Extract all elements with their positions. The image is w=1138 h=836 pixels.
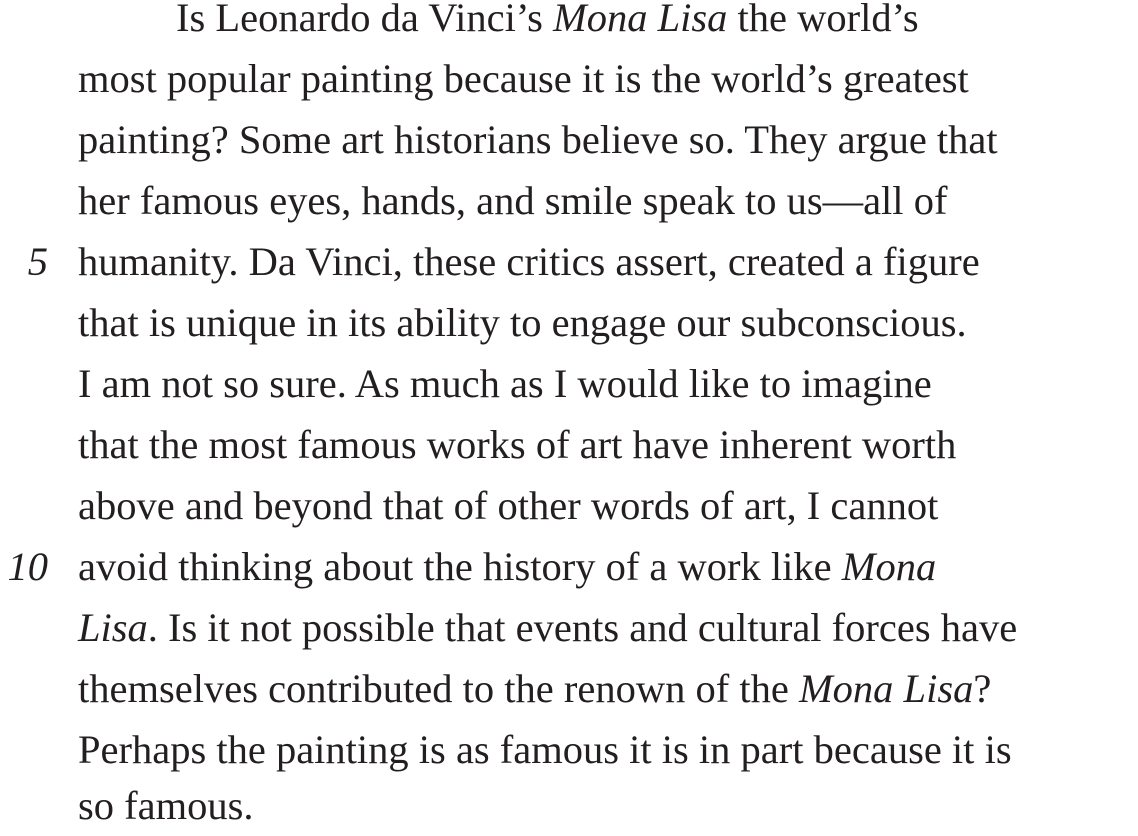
- line-11-text: . Is it not possible that events and cultural forces have: [147, 605, 1018, 650]
- line-number-5: 5: [27, 239, 48, 284]
- line-12-text-a: themselves contributed to the renown of the: [78, 666, 799, 711]
- line-10-text: avoid thinking about the history of a work like: [78, 544, 842, 589]
- passage-line-1: [176, 0, 919, 48]
- passage-line-5: humanity. Da Vinci, these critics assert, created a figure: [78, 239, 980, 284]
- line-12-text-b: ?: [973, 666, 992, 711]
- passage-line-3: painting? Some art historians believe so. They argue that: [78, 117, 998, 162]
- passage-line-12: [78, 659, 991, 719]
- line-10-title-mona: Mona: [841, 544, 937, 589]
- line-12-title-mona-lisa: Mona Lisa: [798, 666, 974, 711]
- line-1-text-a: Is Leonardo da Vinci’s: [176, 0, 553, 40]
- line-11-title-lisa: Lisa: [78, 605, 148, 650]
- line-1-title-mona-lisa: Mona Lisa: [552, 0, 728, 40]
- line-1-text-b: the world’s: [727, 0, 919, 40]
- passage-line-6: that is unique in its ability to engage our subconscious.: [78, 300, 967, 345]
- passage-line-14: so famous.: [78, 783, 254, 828]
- passage-line-2: most popular painting because it is the world’s greatest: [78, 56, 969, 101]
- line-number-10: 10: [7, 544, 48, 589]
- passage-line-4: her famous eyes, hands, and smile speak to us—all of: [78, 178, 948, 223]
- passage-line-8: that the most famous works of art have inherent worth: [78, 422, 957, 467]
- passage-line-9: above and beyond that of other words of art, I cannot: [78, 483, 939, 528]
- passage-line-11: [78, 598, 1017, 658]
- passage-line-13: Perhaps the painting is as famous it is in part because it is: [78, 727, 1012, 772]
- passage-line-7: I am not so sure. As much as I would like to imagine: [78, 361, 932, 406]
- passage-line-10: [78, 537, 936, 597]
